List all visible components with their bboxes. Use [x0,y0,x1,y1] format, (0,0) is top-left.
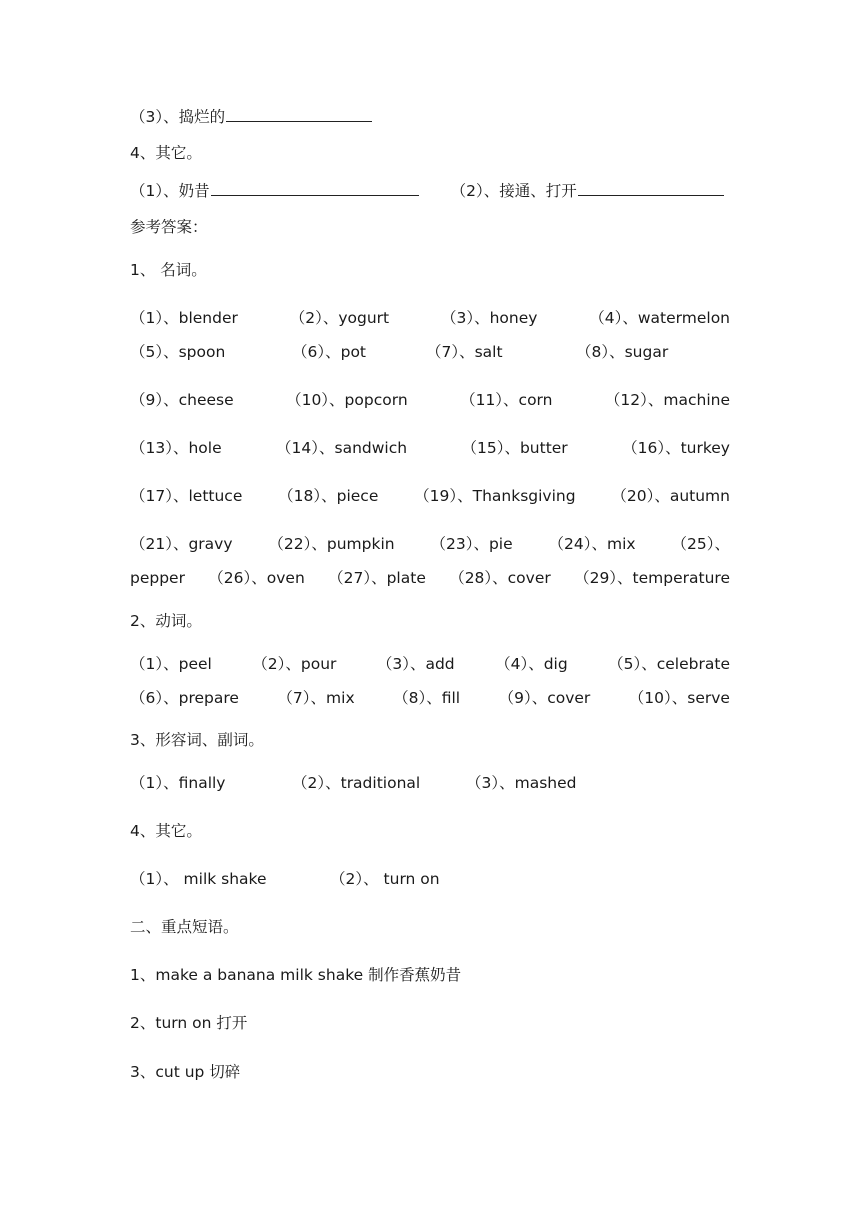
answer-item: （29）、temperature [574,569,730,587]
answer-row [130,653,730,675]
answer-item: （18）、piece [278,487,379,505]
answer-item: （13）、hole [130,439,222,457]
question-item-3 [130,105,730,128]
answer-blank [578,179,724,196]
answer-item: （1）、blender [130,309,238,327]
answer-row [130,307,730,329]
answer-item: （3）、add [376,655,455,673]
section-heading-verbs: 2、动词。 [130,612,202,630]
answer-item: （24）、mix [548,535,636,553]
answer-item: （21）、gravy [130,535,233,553]
answer-item: （6）、prepare [130,689,239,707]
question-label: （1）、奶昔 [130,182,210,200]
answer-blank [211,179,419,196]
answer-row [130,485,730,507]
section-heading-others: 4、其它。 [130,822,202,840]
answer-item: （5）、celebrate [608,655,730,673]
answer-row [130,533,730,555]
section-heading-adjectives: 3、形容词、副词。 [130,731,264,749]
section-heading-phrases: 二、重点短语。 [130,918,239,936]
phrase-item: 2、turn on 打开 [130,1014,248,1032]
question-row-others [130,179,730,202]
answer-item: （25）、 [671,535,730,553]
answer-item: （22）、pumpkin [268,535,395,553]
answer-item: （7）、salt [426,343,503,361]
answer-item: （2）、traditional [292,774,421,792]
answer-item: （6）、pot [292,343,367,361]
answer-row [130,567,730,589]
answer-item: （27）、plate [328,569,426,587]
answer-item: （1）、peel [130,655,212,673]
answer-row [130,687,730,709]
question-label: （2）、接通、打开 [450,182,577,200]
answer-item: （7）、mix [277,689,355,707]
answer-item: （10）、serve [628,689,730,707]
answer-item: （9）、cover [498,689,591,707]
answer-item: （10）、popcorn [286,391,408,409]
answers-title: 参考答案： [130,218,208,236]
answer-item: （20）、autumn [611,487,730,505]
answer-item: （9）、cheese [130,391,234,409]
answer-item: （2）、 turn on [330,870,440,888]
answer-row [130,389,730,411]
answer-item: （14）、sandwich [276,439,408,457]
answer-item: （3）、honey [440,309,538,327]
answer-item: （26）、oven [208,569,305,587]
section-heading-others-question: 4、其它。 [130,144,202,162]
answer-item: （3）、mashed [466,774,577,792]
answer-row [130,437,730,459]
answer-item: （16）、turkey [622,439,730,457]
answer-item: （23）、pie [430,535,513,553]
answer-item: （4）、dig [495,655,568,673]
answer-item: （17）、lettuce [130,487,243,505]
answer-item: （4）、watermelon [589,309,730,327]
answer-item: （5）、spoon [130,343,226,361]
answer-item: （28）、cover [449,569,551,587]
section-heading-nouns: 1、 名词。 [130,261,207,279]
answer-item: （11）、corn [460,391,553,409]
answer-item: （8）、sugar [576,343,669,361]
answer-blank [226,105,372,122]
phrase-item: 3、cut up 切碎 [130,1063,241,1081]
question-label: （3）、捣烂的 [130,108,226,126]
answer-item: （2）、yogurt [289,309,390,327]
answer-item: （8）、fill [393,689,461,707]
answer-item: （2）、pour [252,655,337,673]
answer-item: （1）、 milk shake [130,870,267,888]
phrase-item: 1、make a banana milk shake 制作香蕉奶昔 [130,966,462,984]
answer-item: （15）、butter [461,439,568,457]
answer-item: pepper [130,569,185,587]
answer-item: （19）、Thanksgiving [414,487,576,505]
answer-item: （1）、finally [130,774,226,792]
answer-item: （12）、machine [604,391,730,409]
